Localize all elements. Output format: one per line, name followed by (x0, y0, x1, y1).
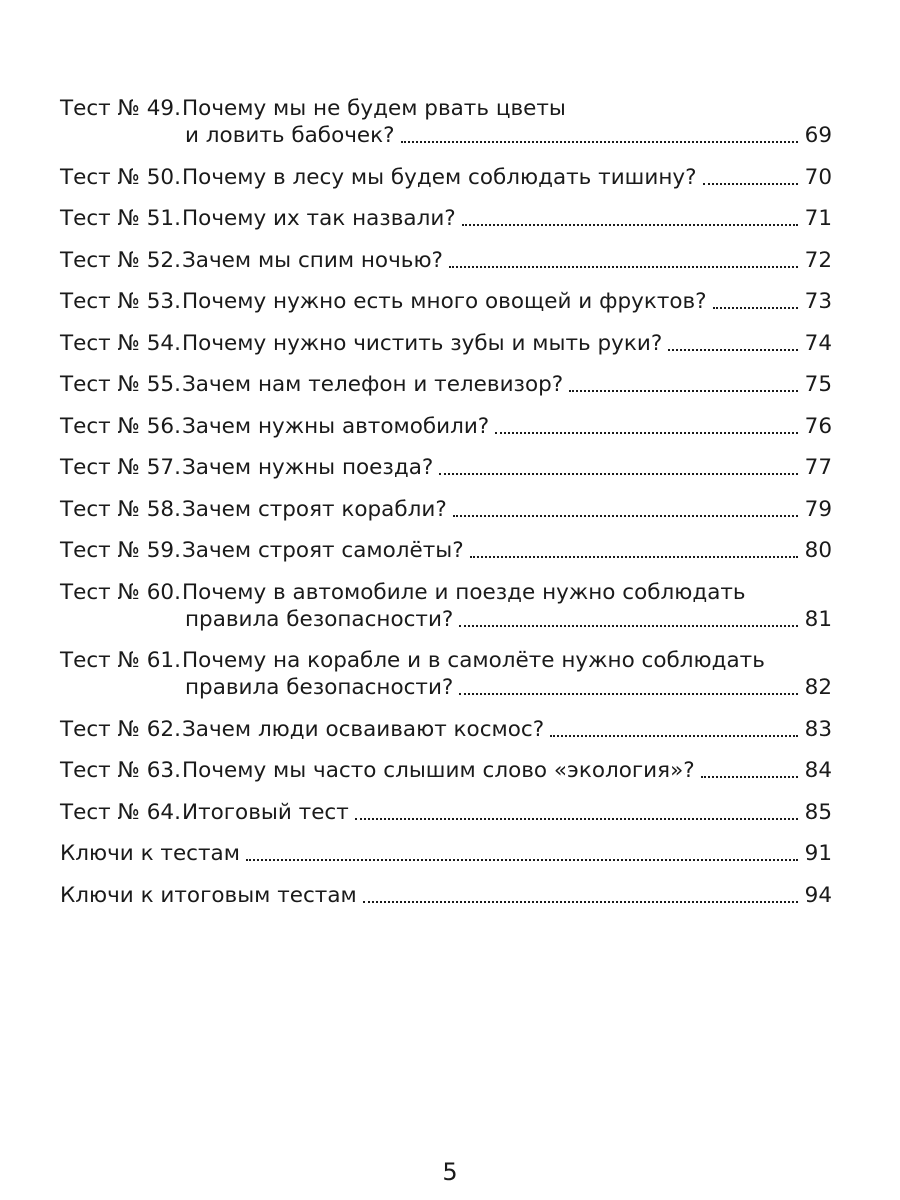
toc-entry (60, 647, 832, 701)
toc-entry (60, 95, 832, 149)
toc-entry-page: 70 (804, 164, 832, 190)
toc-entry-line (60, 95, 832, 122)
toc-entry (60, 413, 832, 440)
toc-entry-number: Тест № 54. (60, 330, 181, 356)
dot-leader (459, 625, 798, 627)
toc-entry-line (60, 288, 832, 315)
toc-entry-line (60, 882, 832, 909)
dot-leader (713, 307, 798, 309)
toc-entry-title: правила безопасности? (185, 675, 454, 700)
dot-leader (668, 349, 798, 351)
toc-entry (60, 454, 832, 481)
toc-entry-line (60, 454, 832, 481)
toc-entry-title: Почему в автомобиле и поезде нужно соблюдать (182, 579, 746, 605)
toc-entry-title: Почему нужно есть много овощей и фруктов? (182, 289, 707, 314)
toc-entry-title: Ключи к тестам (60, 841, 240, 866)
toc-entry-page: 73 (804, 289, 832, 314)
toc-entry-line (60, 164, 832, 191)
toc-entry-number: Тест № 50. (60, 164, 181, 190)
toc-entry-line (60, 840, 832, 867)
toc-entry-title: Почему мы не будем рвать цветы (182, 96, 566, 121)
dot-leader (453, 515, 798, 517)
toc-entry (60, 496, 832, 523)
toc-entry-page: 74 (804, 330, 832, 356)
toc-entry-number: Тест № 49. (60, 96, 181, 121)
toc-entry-number: Тест № 51. (60, 206, 181, 231)
toc-entry (60, 371, 832, 398)
toc-entry-title: Зачем мы спим ночью? (182, 247, 443, 273)
toc-entry-number: Тест № 63. (60, 758, 181, 783)
toc-entry-line (60, 799, 832, 826)
toc-entry-number: Тест № 62. (60, 716, 181, 742)
toc-entry-line (60, 537, 832, 564)
dot-leader (462, 224, 798, 226)
toc-entry-title: Почему мы часто слышим слово «экология»? (182, 758, 695, 783)
toc-entry-line (60, 496, 832, 523)
dot-leader (470, 556, 798, 558)
table-of-contents (60, 95, 832, 923)
toc-entry (60, 247, 832, 274)
toc-entry-title: Зачем люди осваивают космос? (182, 716, 545, 742)
toc-entry (60, 537, 832, 564)
toc-entry-line (60, 247, 832, 274)
toc-entry-number: Тест № 64. (60, 799, 181, 825)
toc-entry-page: 84 (804, 758, 832, 783)
toc-entry-page: 75 (804, 372, 832, 397)
toc-entry-line (60, 371, 832, 398)
toc-entry-title: Почему на корабле и в самолёте нужно соблюдать (182, 648, 765, 673)
toc-entry-title: Итоговый тест (182, 799, 349, 825)
toc-entry (60, 799, 832, 826)
toc-entry (60, 288, 832, 315)
toc-entry-page: 80 (804, 538, 832, 563)
dot-leader (569, 390, 798, 392)
toc-entry-title: Зачем строят корабли? (182, 496, 447, 522)
toc-entry-page: 79 (804, 496, 832, 522)
toc-entry-page: 94 (804, 882, 832, 908)
toc-entry-number: Тест № 53. (60, 289, 181, 314)
toc-entry-number: Тест № 59. (60, 538, 181, 563)
toc-entry-line (60, 716, 832, 743)
toc-entry-line (60, 606, 832, 633)
toc-entry-line (60, 205, 832, 232)
toc-entry-title: Зачем нужны автомобили? (182, 413, 490, 439)
dot-leader (401, 141, 798, 143)
toc-entry-page: 72 (804, 247, 832, 273)
toc-entry-key (60, 882, 832, 909)
toc-entry-page: 91 (804, 841, 832, 866)
toc-entry-page: 81 (804, 606, 832, 632)
toc-entry-line (60, 413, 832, 440)
toc-entry-number: Тест № 57. (60, 455, 181, 480)
dot-leader (459, 693, 798, 695)
toc-entry-title: Зачем нужны поезда? (182, 455, 434, 480)
toc-entry-title: Зачем строят самолёты? (182, 538, 464, 563)
dot-leader (449, 266, 798, 268)
dot-leader (246, 859, 798, 861)
dot-leader (550, 735, 798, 737)
toc-entry-page: 76 (804, 413, 832, 439)
toc-entry-title: Зачем нам телефон и телевизор? (182, 372, 564, 397)
dot-leader (363, 901, 798, 903)
toc-entry-title: правила безопасности? (185, 606, 454, 632)
toc-entry-line (60, 330, 832, 357)
dot-leader (495, 432, 798, 434)
dot-leader (355, 818, 798, 820)
page-number: 5 (442, 1158, 458, 1186)
toc-entry-number: Тест № 58. (60, 496, 181, 522)
toc-entry (60, 716, 832, 743)
toc-entry-title: и ловить бабочек? (185, 123, 395, 148)
toc-entry-key (60, 840, 832, 867)
toc-entry-page: 85 (804, 799, 832, 825)
toc-entry-number: Тест № 60. (60, 579, 181, 605)
toc-entry-line (60, 757, 832, 784)
toc-entry-page: 77 (804, 455, 832, 480)
toc-entry-page: 69 (804, 123, 832, 148)
toc-entry-title: Почему их так назвали? (182, 206, 456, 231)
toc-entry-page: 82 (804, 675, 832, 700)
toc-entry-page: 83 (804, 716, 832, 742)
toc-entry-number: Тест № 55. (60, 372, 181, 397)
dot-leader (703, 183, 798, 185)
toc-entry-title: Почему в лесу мы будем соблюдать тишину? (182, 164, 697, 190)
toc-entry-page: 71 (804, 206, 832, 231)
dot-leader (439, 473, 798, 475)
toc-entry-number: Тест № 61. (60, 648, 181, 673)
toc-entry (60, 205, 832, 232)
toc-entry-title: Почему нужно чистить зубы и мыть руки? (182, 330, 663, 356)
toc-entry-line (60, 674, 832, 701)
toc-entry (60, 330, 832, 357)
toc-entry-number: Тест № 56. (60, 413, 181, 439)
toc-entry-number: Тест № 52. (60, 247, 181, 273)
toc-entry-line (60, 647, 832, 674)
toc-entry (60, 579, 832, 633)
toc-entry-title: Ключи к итоговым тестам (60, 882, 357, 908)
toc-entry (60, 757, 832, 784)
toc-entry (60, 164, 832, 191)
toc-entry-line (60, 122, 832, 149)
toc-entry-line (60, 579, 832, 606)
dot-leader (701, 776, 798, 778)
